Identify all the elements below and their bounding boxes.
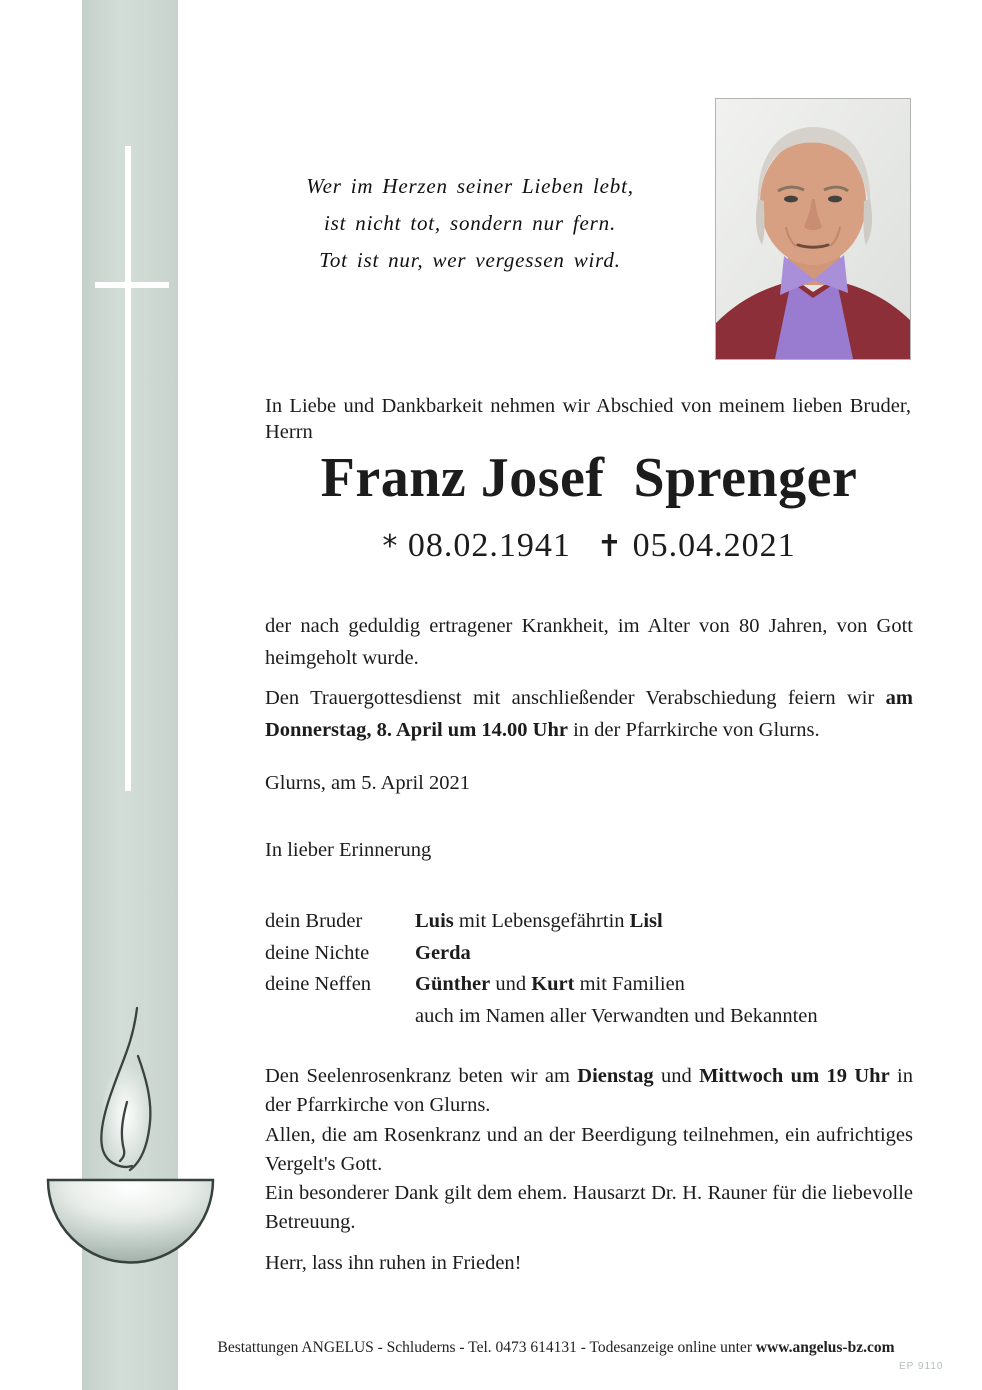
- cross-icon: [125, 146, 131, 791]
- memorial-verse: [265, 168, 675, 279]
- deceased-name: Franz Josef Sprenger: [320, 447, 858, 509]
- portrait-illustration: [716, 99, 910, 359]
- family-row: [265, 906, 913, 938]
- life-dates: [265, 524, 913, 569]
- notes-block: [265, 1062, 913, 1238]
- family-row: [265, 1001, 913, 1033]
- passing-paragraph: der nach geduldig ertragener Krankheit, im Alter von 80 Jahren, von Gott heimgeholt wurde.: [265, 615, 913, 669]
- family-names: Luis mit Lebensgefährtin Lisl: [415, 910, 663, 932]
- family-list: [265, 906, 913, 1032]
- family-names: auch im Namen aller Verwandten und Bekannten: [415, 1004, 818, 1027]
- portrait-photo: [715, 98, 911, 360]
- print-code: EP 9110: [899, 1361, 944, 1372]
- family-row: [265, 969, 913, 1001]
- eye-left: [784, 196, 798, 203]
- birth-date: 08.02.1941: [407, 527, 571, 564]
- closing-prayer: Herr, lass ihn ruhen in Frieden!: [265, 1252, 522, 1274]
- family-row: [265, 938, 913, 970]
- eye-right: [828, 196, 842, 203]
- verse-line: ist nicht tot, sondern nur fern.: [323, 211, 616, 235]
- family-names: Günther und Kurt mit Familien: [415, 973, 685, 995]
- candle-lamp-icon: [40, 1000, 221, 1270]
- funeral-home-footer: Bestattungen ANGELUS - Schluderns - Tel. 0473 614131 - Todesanzeige online unter www.angelus-bz.com: [217, 1339, 895, 1356]
- doctor-thanks-paragraph: Ein besonderer Dank gilt dem ehem. Hausarzt Dr. H. Rauner für die liebevolle Betreuung.: [265, 1182, 913, 1234]
- death-date-group: [597, 527, 796, 564]
- thanks-paragraph: Allen, die am Rosenkranz und an der Beerdigung teilnehmen, ein aufrichtiges Vergelt's Gott.: [265, 1123, 913, 1175]
- oil-lamp-bowl-icon: [48, 1180, 213, 1262]
- death-date: 05.04.2021: [632, 527, 796, 564]
- family-names: Gerda: [415, 941, 471, 964]
- rosary-paragraph: Den Seelenrosenkranz beten wir am Dienstag und Mittwoch um 19 Uhr in der Pfarrkirche von Glurns.: [265, 1065, 913, 1117]
- intro-line: In Liebe und Dankbarkeit nehmen wir Abschied von meinem lieben Bruder, Herrn: [265, 395, 911, 443]
- verse-line: Tot ist nur, wer vergessen wird.: [319, 248, 621, 272]
- birth-star-symbol: *: [382, 529, 399, 564]
- remembrance-line: In lieber Erinnerung: [265, 839, 432, 861]
- verse-line: Wer im Herzen seiner Lieben lebt,: [306, 174, 634, 198]
- place-date-line: Glurns, am 5. April 2021: [265, 772, 470, 794]
- cross-icon-bar: [95, 282, 169, 288]
- family-relation: dein Bruder: [265, 910, 363, 932]
- death-cross-symbol: ✝: [596, 529, 624, 564]
- birth-date-group: [382, 527, 571, 564]
- family-relation: [265, 1001, 415, 1033]
- family-relation: deine Neffen: [265, 973, 372, 995]
- service-paragraph: Den Trauergottesdienst mit anschließender Verabschiedung feiern wir am Donnerstag, 8. April um 14.00 Uhr in der Pfarrkirche von Glurns.: [265, 687, 913, 741]
- family-relation: deine Nichte: [265, 941, 370, 964]
